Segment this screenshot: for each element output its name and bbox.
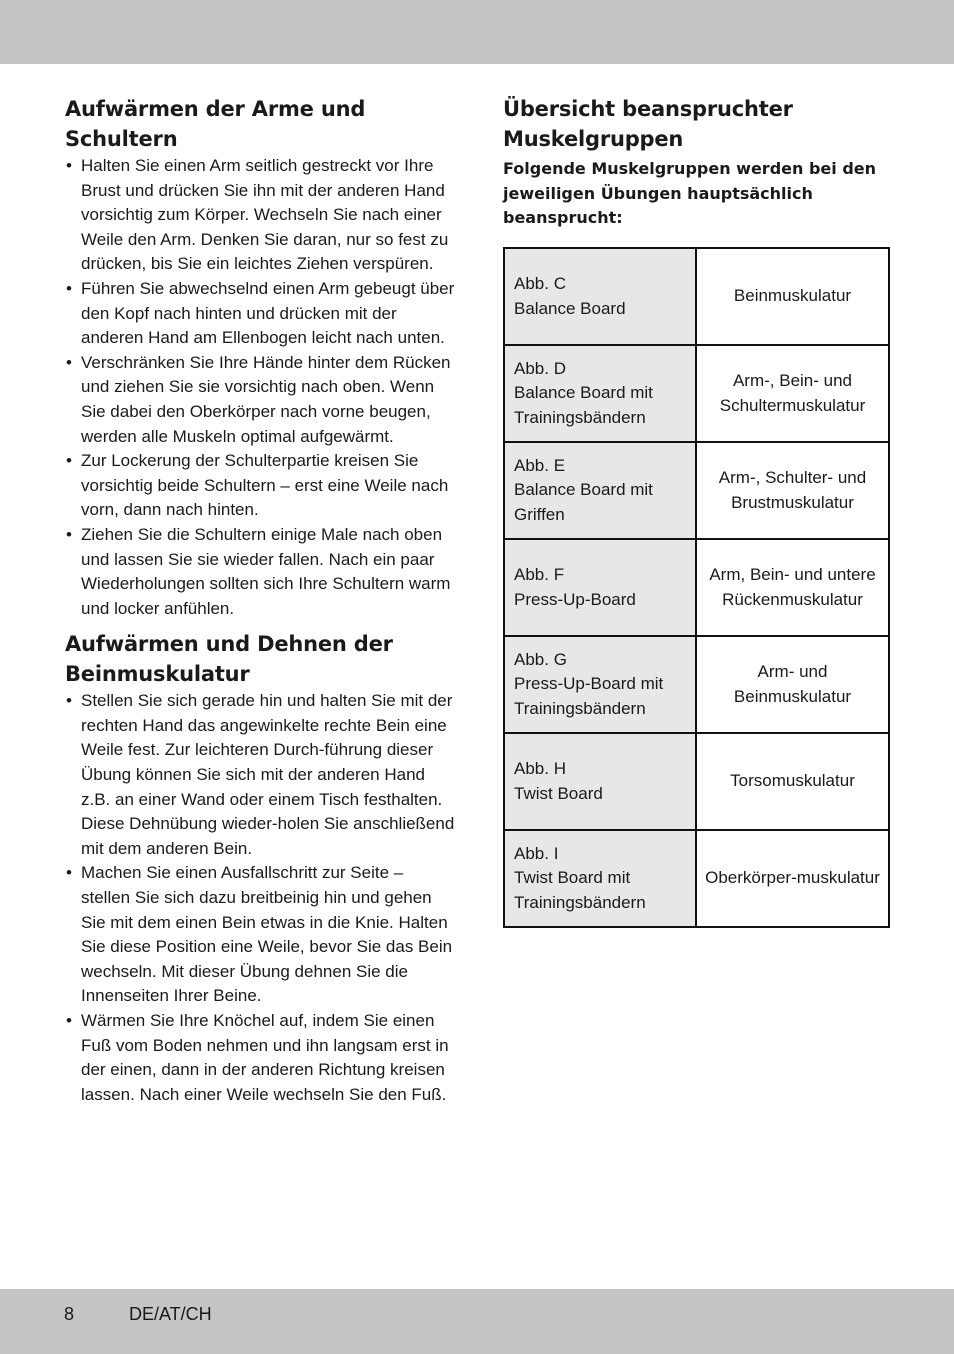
region-label: DE/AT/CH: [129, 1304, 212, 1324]
figure-cell: [504, 733, 696, 830]
bullet-list-legs: [65, 689, 455, 1107]
figure-cell: [504, 539, 696, 636]
table-row: [504, 733, 889, 830]
table-row: [504, 636, 889, 733]
page-number: 8: [64, 1304, 75, 1324]
figure-cell: [504, 830, 696, 927]
figure-cell: [504, 345, 696, 442]
device-label: Press-Up-Board: [514, 589, 636, 609]
device-label: Balance Board mit Griffen: [514, 480, 653, 524]
figure-label: Abb. I: [514, 843, 559, 863]
device-label: Balance Board mit Trainingsbändern: [514, 383, 653, 427]
list-item: • Halten Sie einen Arm seitlich gestreckt vor Ihre Brust und drücken Sie ihn mit der anderen Hand vorsichtig zum Körper. Wechseln Sie nach einer Weile den Arm. Denken Sie daran, nur so fest zu drücken, bis Sie ein leichtes Ziehen verspüren.: [65, 154, 455, 277]
table-row: [504, 539, 889, 636]
muscle-cell: Beinmuskulatur: [696, 248, 889, 345]
device-label: Twist Board: [514, 783, 603, 803]
figure-cell: [504, 636, 696, 733]
figure-label: Abb. H: [514, 758, 566, 778]
table-row: [504, 830, 889, 927]
device-label: Balance Board: [514, 298, 626, 318]
right-column: [503, 94, 891, 231]
table-row: [504, 345, 889, 442]
device-label: Press-Up-Board mit Trainingsbändern: [514, 674, 664, 718]
table-row: [504, 442, 889, 539]
figure-cell: [504, 248, 696, 345]
list-item: • Wärmen Sie Ihre Knöchel auf, indem Sie einen Fuß vom Boden nehmen und ihn langsam erst in der einen, dann in der anderen Richtung kreisen lassen. Nach einer Weile wechseln Sie den Fuß.: [65, 1009, 455, 1107]
muscle-cell: Arm- und Beinmuskulatur: [696, 636, 889, 733]
section-heading-legs: Aufwärmen und Dehnen der Beinmuskulatur: [65, 632, 393, 687]
figure-cell: [504, 442, 696, 539]
section-heading-overview: Übersicht beanspruchter Muskelgruppen: [503, 97, 793, 151]
list-item: • Verschränken Sie Ihre Hände hinter dem Rücken und ziehen Sie sie vorsichtig nach oben. Wenn Sie dabei den Oberkörper nach vorne beugen, werden alle Muskeln optimal aufgewärmt.: [65, 351, 455, 449]
left-column: [65, 94, 455, 1107]
section-heading-arms: Aufwärmen der Arme und Schultern: [65, 97, 366, 151]
figure-label: Abb. F: [514, 564, 565, 584]
figure-label: Abb. D: [514, 358, 566, 378]
list-item: • Stellen Sie sich gerade hin und halten Sie mit der rechten Hand das angewinkelte rechte Bein eine Weile fest. Zur leichteren Durch-führung dieser Übung können Sie sich mit der anderen Hand z.B. an einer Wand oder einem Tisch festhalten. Diese Dehnübung wieder-holen Sie anschließend mit dem anderen Bein.: [65, 689, 455, 861]
list-item: • Ziehen Sie die Schultern einige Male nach oben und lassen Sie sie wieder fallen. Nach ein paar Wiederholungen sollten sich Ihre Schultern warm und locker anfühlen.: [65, 523, 455, 621]
header-band: [0, 0, 954, 64]
figure-label: Abb. G: [514, 649, 567, 669]
list-item: • Führen Sie abwechselnd einen Arm gebeugt über den Kopf nach hinten und drücken mit der anderen Hand am Ellenbogen leicht nach unten.: [65, 277, 455, 351]
muscle-group-table: [503, 247, 890, 928]
muscle-cell: Arm-, Bein- und Schultermuskulatur: [696, 345, 889, 442]
muscle-cell: Torsomuskulatur: [696, 733, 889, 830]
list-item: • Zur Lockerung der Schulterpartie kreisen Sie vorsichtig beide Schultern – erst eine Weile nach vorn, dann nach hinten.: [65, 449, 455, 523]
table-row: [504, 248, 889, 345]
list-item: • Machen Sie einen Ausfallschritt zur Seite – stellen Sie sich dazu breitbeinig hin und gehen Sie mit dem einen Bein etwas in die Knie. Halten Sie diese Position eine Weile, bevor Sie das Bein wechseln. Mit dieser Übung dehnen Sie die Innenseiten Ihrer Beine.: [65, 861, 455, 1009]
figure-label: Abb. C: [514, 273, 566, 293]
device-label: Twist Board mit Trainingsbändern: [514, 868, 646, 912]
muscle-cell: Arm-, Schulter- und Brustmuskulatur: [696, 442, 889, 539]
muscle-cell: Oberkörper-muskulatur: [696, 830, 889, 927]
muscle-cell: Arm, Bein- und untere Rückenmuskulatur: [696, 539, 889, 636]
figure-label: Abb. E: [514, 455, 566, 475]
bullet-list-arms: [65, 154, 455, 621]
overview-intro: Folgende Muskelgruppen werden bei den jeweiligen Übungen hauptsächlich beansprucht:: [503, 159, 877, 227]
